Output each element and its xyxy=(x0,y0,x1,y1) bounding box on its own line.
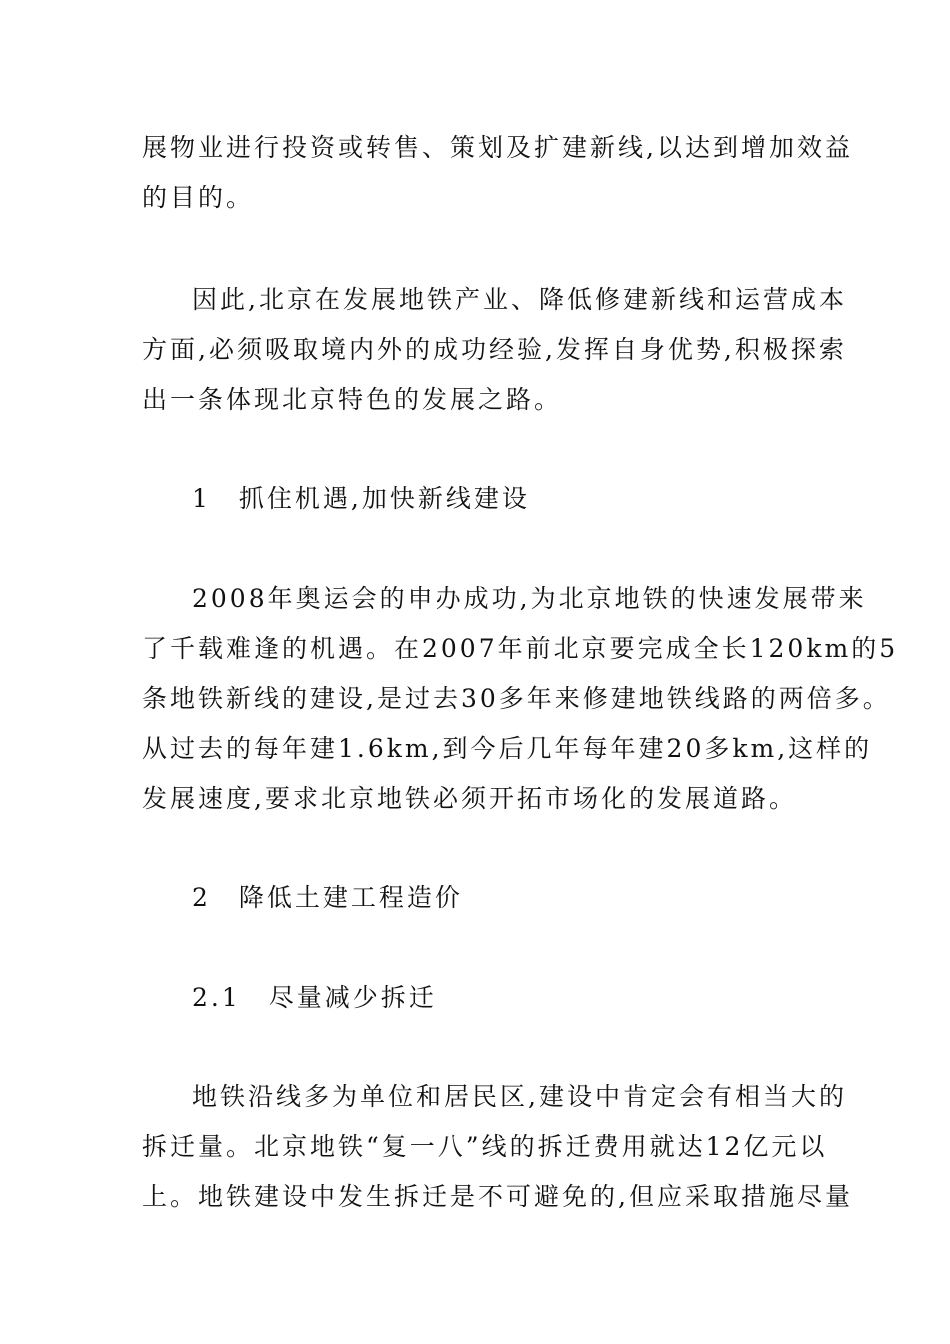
paragraph-line: 上。地铁建设中发生拆迁是不可避免的,但应采取措施尽量 xyxy=(142,1182,853,1211)
paragraph-line: 地铁沿线多为单位和居民区,建设中肯定会有相当大的 xyxy=(192,1082,847,1111)
paragraph-line: 的目的。 xyxy=(142,183,255,212)
paragraph-line: 因此,北京在发展地铁产业、降低修建新线和运营成本 xyxy=(192,285,847,314)
paragraph-line: 发展速度,要求北京地铁必须开拓市场化的发展道路。 xyxy=(142,784,797,813)
paragraph-line: 方面,必须吸取境内外的成功经验,发挥自身优势,积极探索 xyxy=(142,335,847,364)
subsection-heading: 2.1 尽量减少拆迁 xyxy=(192,983,437,1012)
section-heading: 2 降低土建工程造价 xyxy=(192,883,463,912)
paragraph-line: 条地铁新线的建设,是过去30多年来修建地铁线路的两倍多。 xyxy=(142,684,891,713)
paragraph-line: 展物业进行投资或转售、策划及扩建新线,以达到增加效益 xyxy=(142,133,853,162)
section-heading: 1 抓住机遇,加快新线建设 xyxy=(192,484,530,513)
paragraph-line: 拆迁量。北京地铁“复一八”线的拆迁费用就达12亿元以 xyxy=(142,1132,828,1161)
paragraph-line: 从过去的每年建1.6km,到今后几年每年建20多km,这样的 xyxy=(142,734,873,763)
paragraph-line: 2008年奥运会的申办成功,为北京地铁的快速发展带来 xyxy=(192,584,867,613)
paragraph-line: 了千载难逢的机遇。在2007年前北京要完成全长120km的5 xyxy=(142,634,899,663)
paragraph-line: 出一条体现北京特色的发展之路。 xyxy=(142,385,563,414)
